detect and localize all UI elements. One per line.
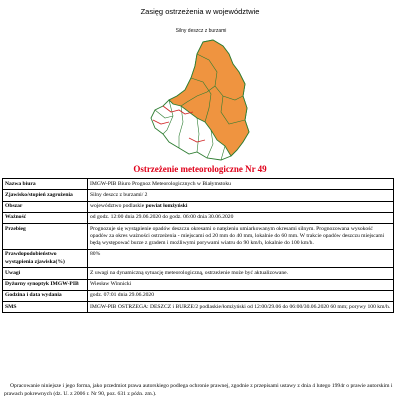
page-title: Zasięg ostrzeżenia w województwie <box>140 7 260 16</box>
row-value <box>88 290 394 301</box>
table-row <box>3 268 394 279</box>
table-row <box>3 190 394 201</box>
row-value-text: Prognozuje się wystąpienie opadów deszczu okresami o natężeniu umiarkowanym okresami silnym. Prognozowana wysokość opadów za okres ważności ostrzeżenia - miejscami od 20 mm do 40 mm, lokalnie do 60 mm. W trakcie opadów deszczu miejscami będą występować burze z gradem i możliwymi porywami wiatru do 90 km/h, lokalnie do 100 km/h. <box>90 225 385 247</box>
row-value-text: od godz. 12:00 dnia 29.06.2020 do godz. 06:00 dnia 30.06.2020 <box>90 214 234 221</box>
row-label: Ważność <box>3 212 88 223</box>
row-value <box>88 212 394 223</box>
row-value-text: godz. 07:01 dnia 29.06.2020 <box>90 292 155 299</box>
map-caption: Silny deszcz z burzami <box>175 28 227 34</box>
row-value-text: 80% <box>90 251 101 258</box>
row-label: Prawdopodobieństwo wystąpienia zjawiska(%) <box>3 249 88 268</box>
row-label: Przebieg <box>3 224 88 250</box>
row-value <box>88 201 394 212</box>
warning-table <box>2 178 394 313</box>
row-value-text: IMGW-PIB OSTRZEGA: DESZCZ i BURZE/2 podlaskie/łomżyński od 12:00/29.06 do 06:00/30.06.2020 60 mm; porywy 100 km/h. <box>90 303 391 310</box>
table-row <box>3 201 394 212</box>
row-value-text: Z uwagi na dynamiczną sytuację meteorologiczną, ostrzeżenie może być aktualizowane. <box>90 269 289 276</box>
table-row <box>3 212 394 223</box>
voivodeship-map <box>145 38 257 162</box>
row-label: Uwagi <box>3 268 88 279</box>
row-label: Nazwa biura <box>3 179 88 190</box>
row-value <box>88 249 394 268</box>
table-row <box>3 279 394 290</box>
row-value <box>88 190 394 201</box>
row-label: SMS <box>3 302 88 313</box>
copyright-text: Opracowanie niniejsze i jego forma, jako przedmiot prawa autorskiego podlega ochronie prawnej, zgodnie z przepisami ustawy z dnia 4 lutego 1994r o prawie autorskim i prawach pokrewnych (dz. U. z 2006 r. Nr 90, poz. 631 z późn. zm.). <box>4 383 393 397</box>
warning-map <box>145 26 257 162</box>
row-value-text: Wiesław Winnicki <box>90 281 132 288</box>
row-value <box>88 302 394 313</box>
row-value <box>88 224 394 250</box>
table-row <box>3 224 394 250</box>
row-value <box>88 279 394 290</box>
row-value <box>88 268 394 279</box>
table-row <box>3 302 394 313</box>
row-value-text: IMGW-PIB Biuro Prognoz Meteorologicznych w Białymstoku <box>90 180 231 187</box>
row-label: Godzina i data wydania <box>3 290 88 301</box>
copyright-note <box>4 383 394 398</box>
row-value-emphasis: powiat łomżyński <box>145 203 188 210</box>
table-row <box>3 290 394 301</box>
table-row <box>3 179 394 190</box>
row-label: Zjawisko/stopień zagrożenia <box>3 190 88 201</box>
row-label: Obszar <box>3 201 88 212</box>
row-value <box>88 179 394 190</box>
warning-title: Ostrzeżenie meteorologiczne Nr 49 <box>133 164 267 174</box>
row-label: Dyżurny synoptyk IMGW-PIB <box>3 279 88 290</box>
row-value-text: Silny deszcz z burzami/ 2 <box>90 191 148 198</box>
row-value-text: województwo podlaskie <box>90 203 146 210</box>
table-row <box>3 249 394 268</box>
